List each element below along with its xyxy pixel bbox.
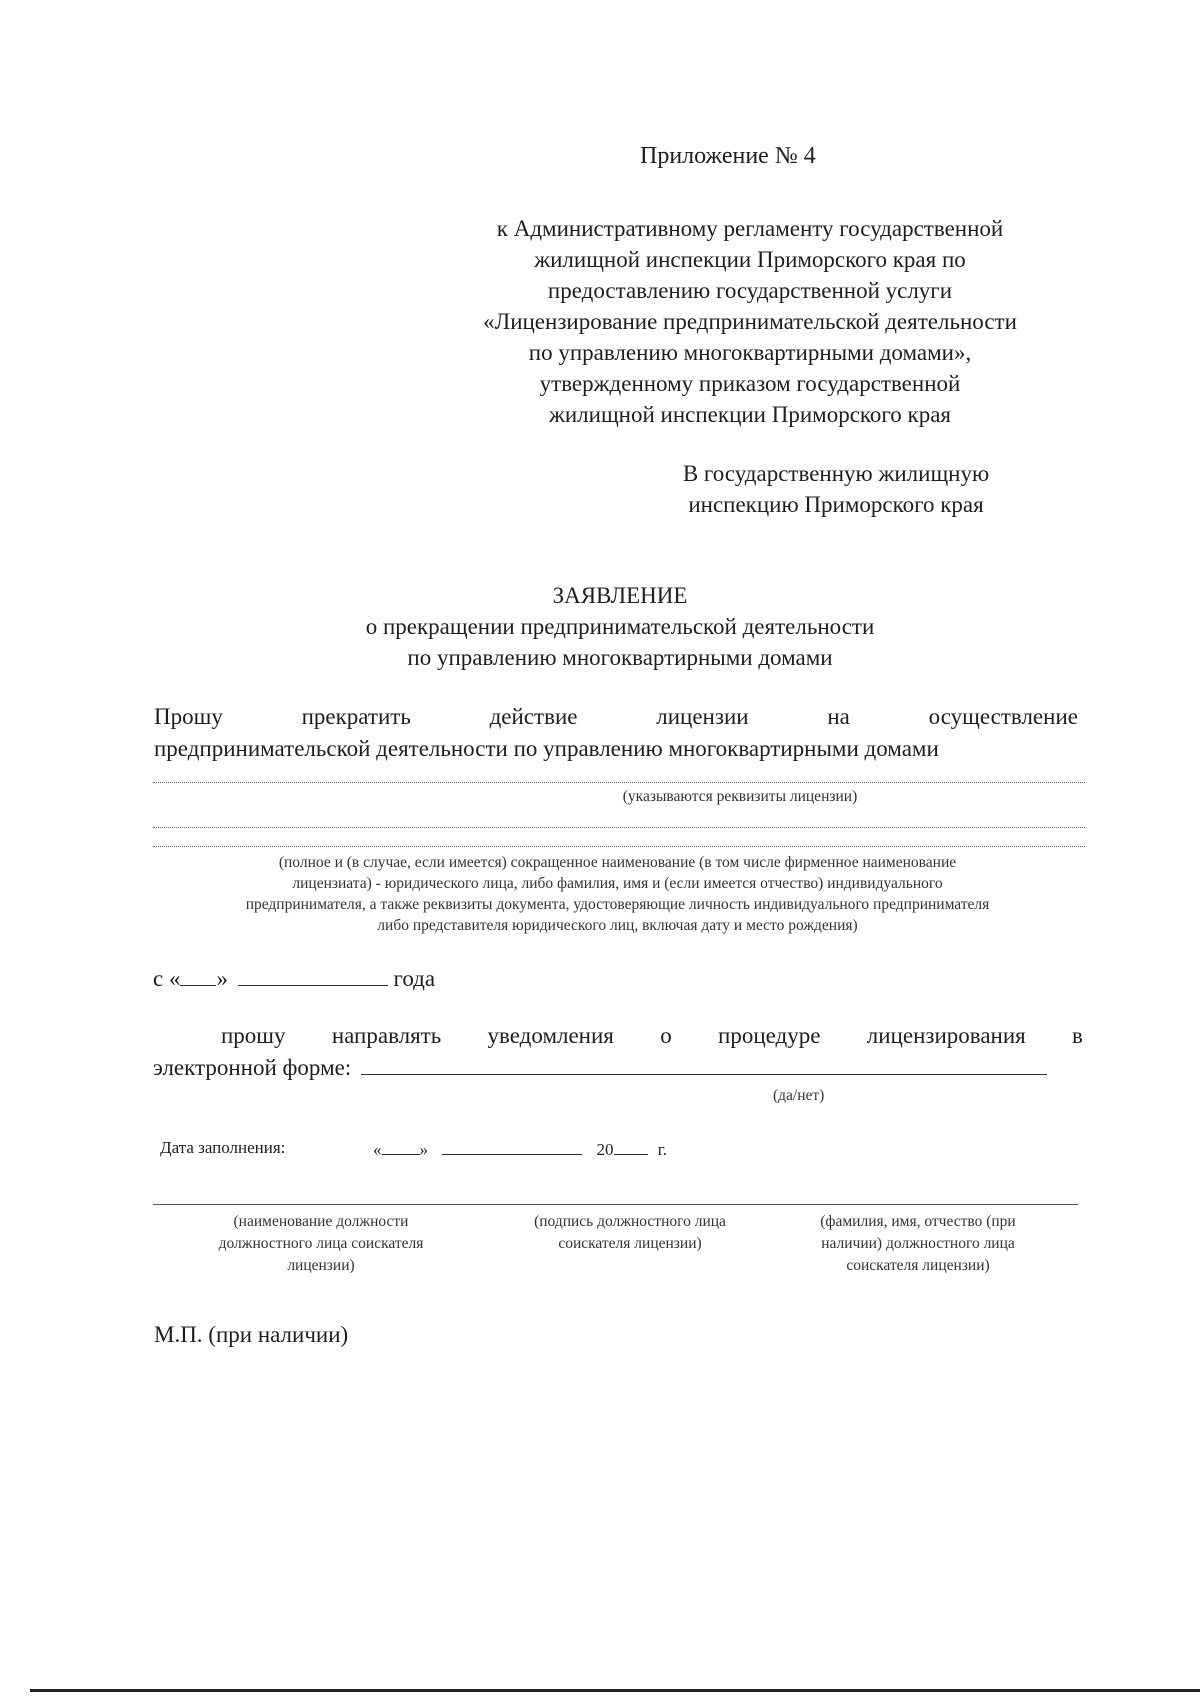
notifications-line-2 — [153, 1055, 1047, 1081]
scan-edge-line — [30, 1689, 1200, 1692]
notif-word: о — [660, 1023, 672, 1048]
fill-date-label: Дата заполнения: — [160, 1138, 286, 1157]
close-quote: » — [216, 966, 228, 991]
annex-line: жилищной инспекции Приморского края — [548, 402, 952, 427]
open-quote: « — [373, 1140, 382, 1159]
request-word: осуществление — [928, 704, 1078, 729]
notif-word: уведомления — [487, 1023, 614, 1048]
electronic-form-label: электронной форме: — [153, 1055, 352, 1080]
addressee — [636, 458, 1036, 520]
request-word: лицензии — [656, 704, 749, 729]
annex-line: предоставлению государственной услуги — [547, 278, 953, 303]
stamp-placeholder: М.П. (при наличии) — [154, 1322, 349, 1347]
fill-month-field[interactable] — [442, 1138, 582, 1155]
notif-word: в — [1072, 1023, 1083, 1048]
addressee-line: инспекцию Приморского края — [688, 492, 984, 517]
annex-line: к Административному регламенту государственной — [496, 216, 1004, 241]
annex-line: «Лицензирование предпринимательской деятельности — [483, 309, 1017, 334]
caption-line: лицензиата) - юридического лица, либо фамилия, имя и (если имеется отчество) индивидуального — [292, 875, 943, 892]
request-word: на — [827, 704, 850, 729]
position-caption: (наименование должности должностного лица соискателя лицензии) — [218, 1213, 424, 1274]
caption-line: предпринимателя, а также реквизиты документа, удостоверяющие личность индивидуального предпринимателя — [245, 896, 990, 913]
addressee-line: В государственную жилищную — [682, 461, 990, 486]
notif-word: лицензирования — [866, 1023, 1026, 1048]
signature-caption: (подпись должностного лица соискателя лицензии) — [534, 1213, 726, 1252]
caption-line: либо представителя юридического лиц, включая дату и место рождения) — [377, 917, 858, 934]
notif-word: направлять — [331, 1023, 442, 1048]
request-line-1 — [154, 704, 1078, 730]
annex-line: жилищной инспекции Приморского края по — [534, 247, 966, 272]
request-line-2: предпринимательской деятельности по управлению многоквартирными домами — [154, 736, 939, 761]
year-suffix: г. — [657, 1140, 668, 1159]
document-subtitle: по управлению многоквартирными домами — [407, 645, 833, 670]
year-prefix: 20 — [596, 1140, 614, 1159]
licensee-field-1[interactable] — [153, 827, 1085, 828]
annex-line: утвержденному приказом государственной — [539, 371, 961, 396]
notifications-line-1 — [221, 1023, 1083, 1049]
licensee-caption — [150, 852, 1085, 936]
licensee-field-2[interactable] — [153, 846, 1085, 847]
fill-year-field[interactable] — [614, 1138, 648, 1155]
license-details-caption: (указываются реквизиты лицензии) — [622, 788, 858, 805]
since-suffix: года — [393, 966, 436, 991]
signature-line[interactable] — [153, 1204, 1078, 1205]
caption-line: (полное и (в случае, если имеется) сокращенное наименование (в том числе фирменное наименование — [278, 854, 957, 871]
document-subtitle: о прекращении предпринимательской деятельности — [365, 614, 875, 639]
day-field[interactable] — [180, 967, 216, 986]
electronic-form-field[interactable] — [361, 1056, 1047, 1075]
request-word: Прошу — [154, 704, 223, 729]
license-details-field[interactable] — [153, 782, 1085, 783]
since-prefix: с « — [153, 966, 181, 991]
document-heading — [300, 580, 940, 673]
fill-day-field[interactable] — [382, 1138, 420, 1155]
close-quote: » — [419, 1140, 428, 1159]
notif-word: прошу — [221, 1023, 286, 1048]
request-word: действие — [489, 704, 578, 729]
month-field[interactable] — [238, 967, 388, 986]
annex-line: по управлению многоквартирными домами», — [528, 340, 972, 365]
fill-date-fields — [373, 1138, 667, 1160]
name-caption: (фамилия, имя, отчество (при наличии) должностного лица соискателя лицензии) — [820, 1213, 1016, 1274]
yes-no-hint: (да/нет) — [773, 1087, 825, 1104]
request-word: прекратить — [301, 704, 411, 729]
termination-date-line — [153, 966, 435, 992]
annex-title: Приложение № 4 — [640, 143, 816, 169]
notif-word: процедуре — [718, 1023, 821, 1048]
document-title: ЗАЯВЛЕНИЕ — [552, 583, 688, 608]
annex-reference — [430, 213, 1070, 430]
